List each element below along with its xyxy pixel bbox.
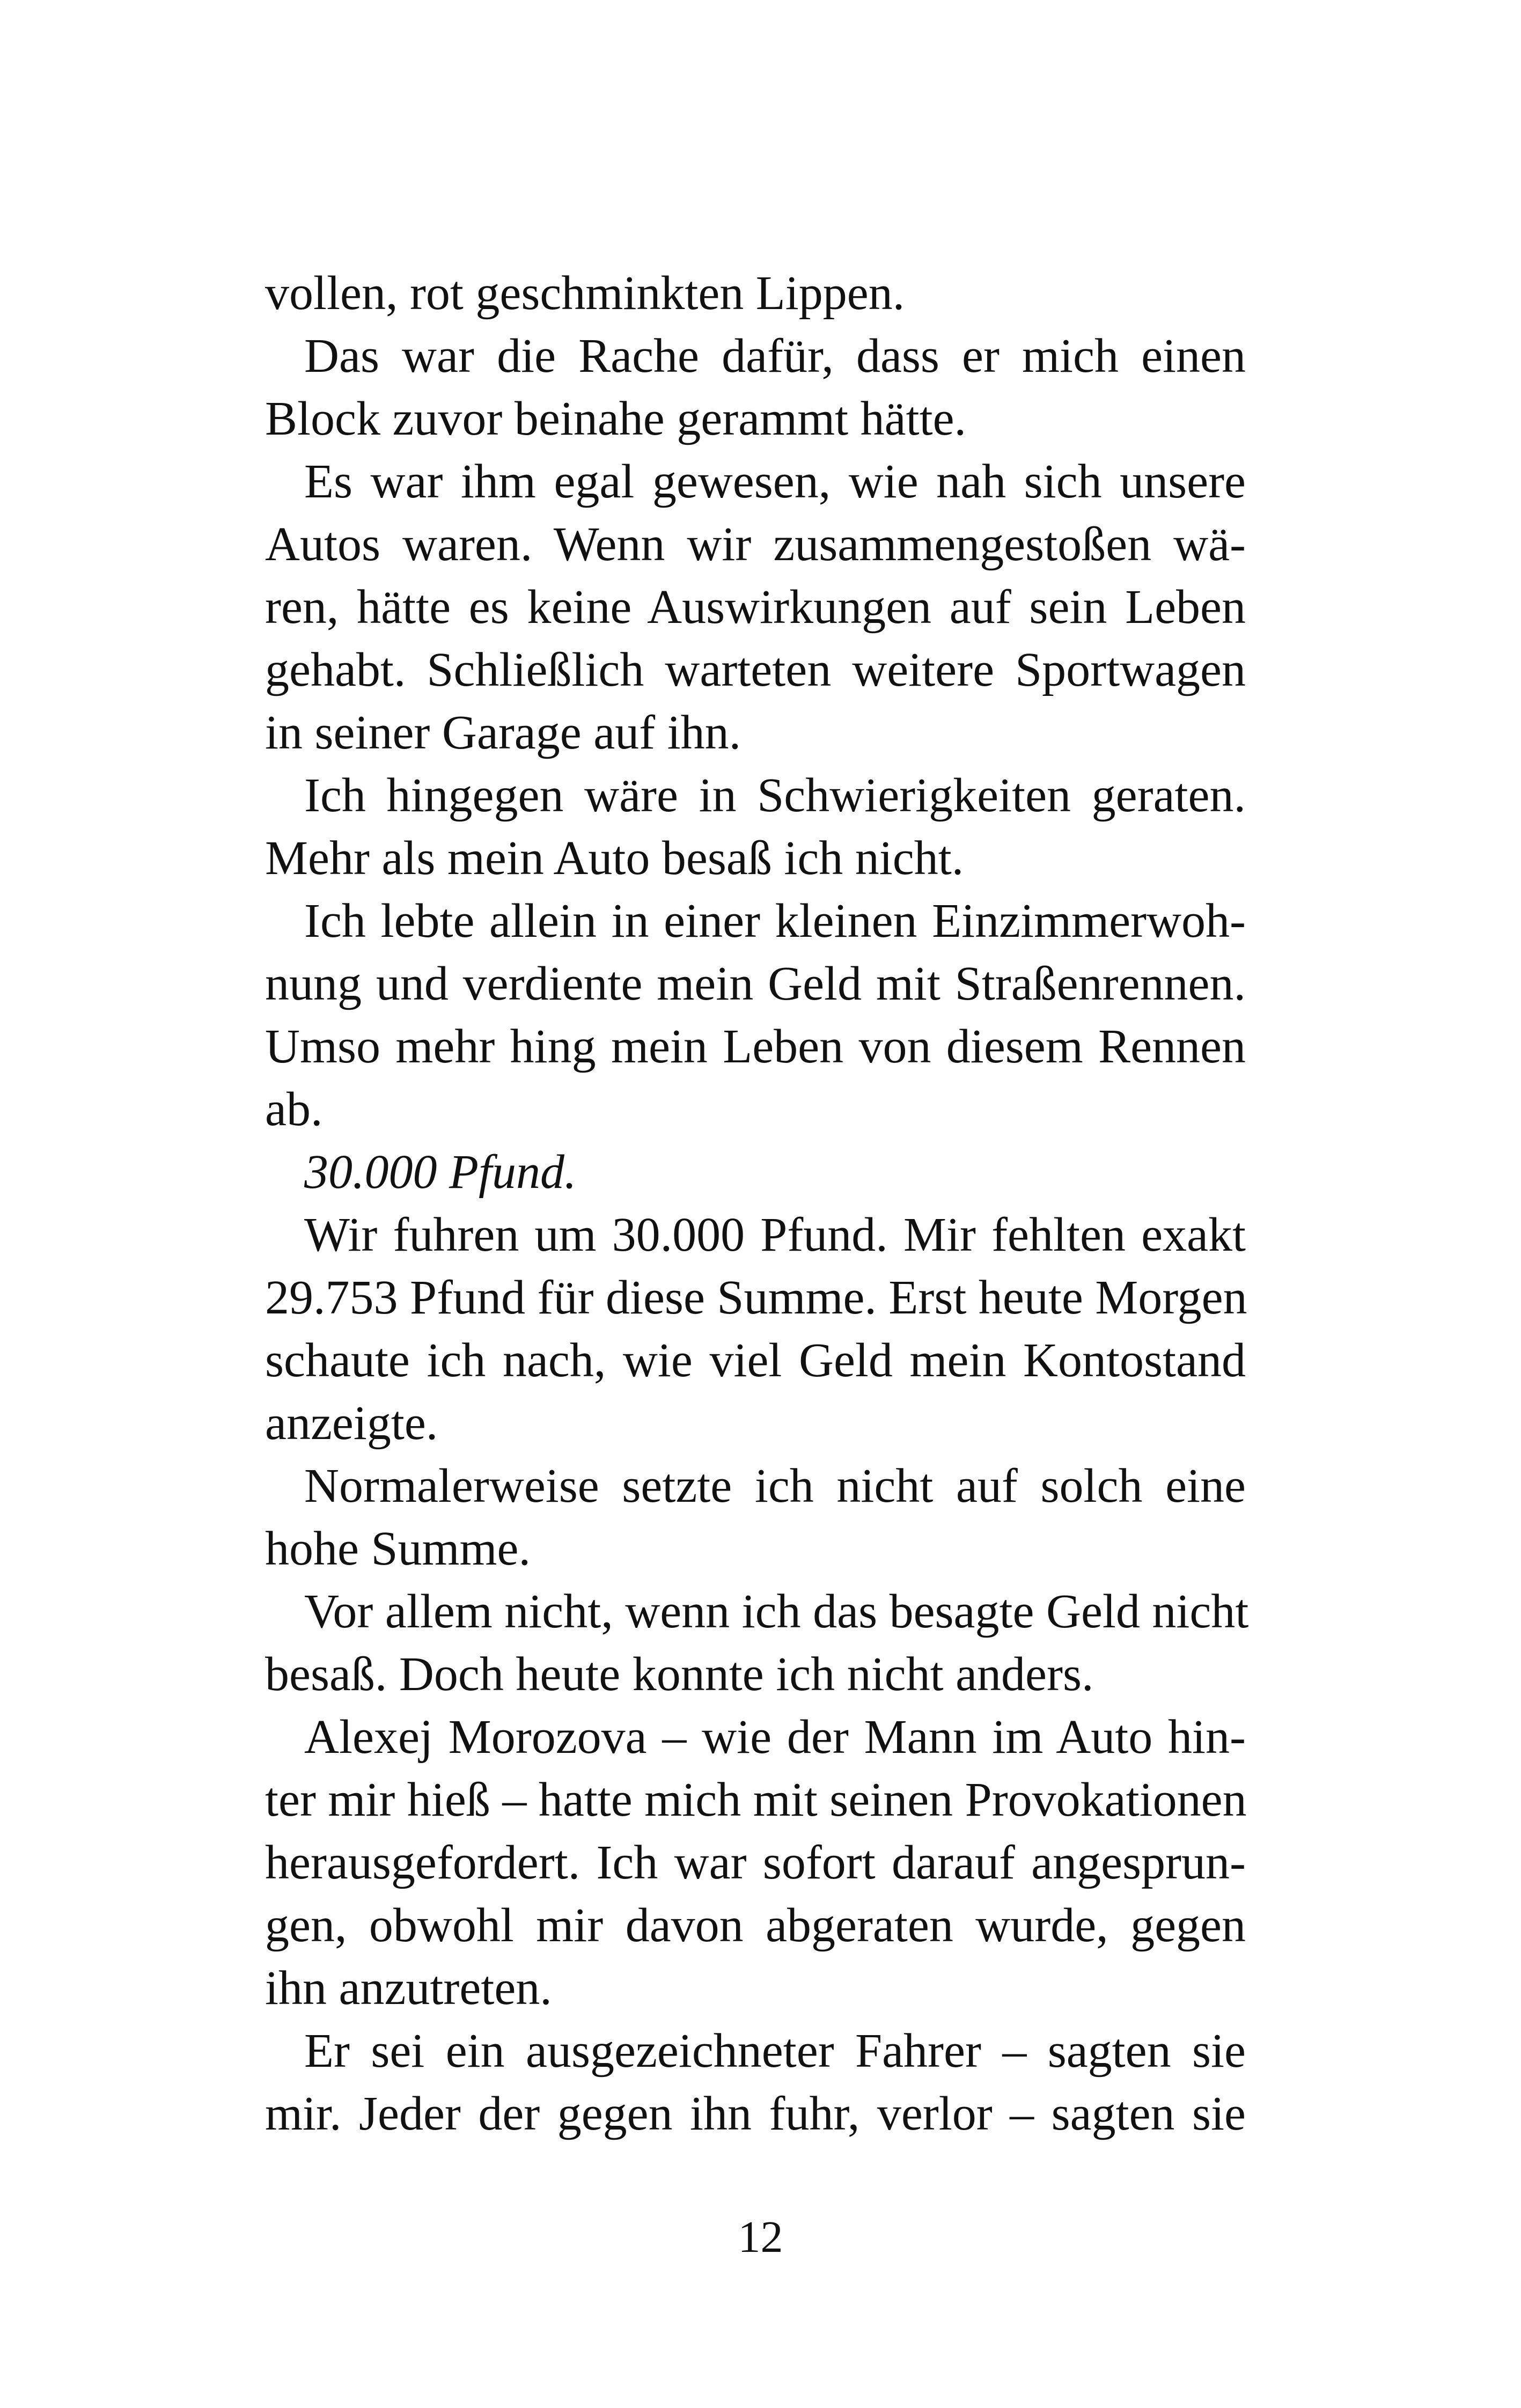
text-line: Vor allem nicht, wenn ich das besagte Geld nicht: [304, 1585, 1249, 1638]
text-line: Alexej Morozova – wie der Mann im Auto hin-: [304, 1710, 1246, 1764]
text-line: hohe Summe.: [265, 1522, 531, 1575]
text-line: Ich hingegen wäre in Schwierigkeiten geraten.: [304, 769, 1246, 822]
text-line: nung und verdiente mein Geld mit Straßenrennen.: [265, 957, 1246, 1010]
text-line: Es war ihm egal gewesen, wie nah sich unsere: [304, 455, 1246, 508]
text-line: schaute ich nach, wie viel Geld mein Kontostand: [265, 1334, 1246, 1387]
text-line: ter mir hieß – hatte mich mit seinen Provokationen: [265, 1773, 1247, 1826]
text-line: ab.: [265, 1083, 323, 1136]
text-line: Ich lebte allein in einer kleinen Einzimmerwoh-: [304, 894, 1246, 948]
text-line: 30.000 Pfund.: [304, 1146, 577, 1199]
text-line: Autos waren. Wenn wir zusammengestoßen wä-: [265, 518, 1246, 571]
text-line: Wir fuhren um 30.000 Pfund. Mir fehlten exakt: [304, 1208, 1246, 1261]
text-line: vollen, rot geschminkten Lippen.: [265, 267, 905, 320]
body-text: [265, 262, 1249, 2145]
text-line: 29.753 Pfund für diese Summe. Erst heute Morgen: [265, 1271, 1247, 1324]
text-line: ren, hätte es keine Auswirkungen auf sein Leben: [265, 581, 1246, 634]
text-line: in seiner Garage auf ihn.: [265, 706, 741, 759]
text-line: Er sei ein ausgezeichneter Fahrer – sagten sie: [304, 2024, 1246, 2077]
text-line: gen, obwohl mir davon abgeraten wurde, gegen: [265, 1899, 1246, 1952]
page-number: 12: [738, 2212, 783, 2262]
text-line: gehabt. Schließlich warteten weitere Sportwagen: [265, 643, 1246, 696]
text-line: Normalerweise setzte ich nicht auf solch eine: [304, 1459, 1246, 1513]
text-line: ihn anzutreten.: [265, 1962, 552, 2015]
text-line: herausgefordert. Ich war sofort darauf angesprun-: [265, 1836, 1246, 1889]
text-line: Umso mehr hing mein Leben von diesem Rennen: [265, 1020, 1246, 1073]
text-line: Block zuvor beinahe gerammt hätte.: [265, 392, 967, 445]
text-line: Mehr als mein Auto besaß ich nicht.: [265, 832, 964, 885]
text-line: Das war die Rache dafür, dass er mich einen: [304, 329, 1246, 383]
text-line: anzeigte.: [265, 1397, 438, 1450]
text-line: besaß. Doch heute konnte ich nicht anders.: [265, 1648, 1094, 1701]
text-line: mir. Jeder der gegen ihn fuhr, verlor – sagten sie: [265, 2087, 1246, 2140]
